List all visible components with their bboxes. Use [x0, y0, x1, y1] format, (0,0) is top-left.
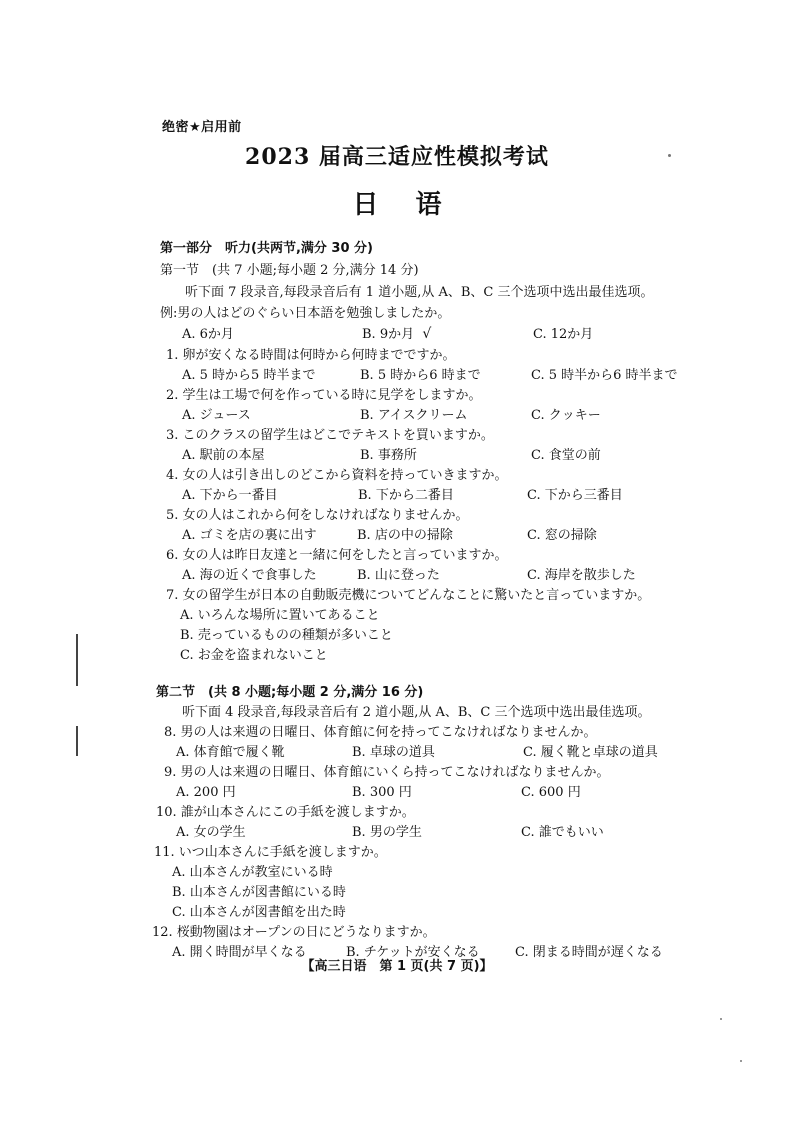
question-7-option-a: A. いろんな場所に置いてあること — [180, 608, 380, 623]
question-10-option-a: A. 女の学生 — [176, 825, 246, 840]
question-12-option-c: C. 閉まる時間が遅くなる — [515, 945, 663, 960]
question-12-option-b: B. チケットが安くなる — [346, 945, 480, 960]
question-9: 9. 男の人は来週の日曜日、体育館にいくら持ってこなければなりませんか。 — [164, 765, 610, 780]
question-5-option-a: A. ゴミを店の裏に出す — [182, 528, 317, 543]
section2-instruction: 听下面 4 段录音,每段录音后有 2 道小题,从 A、B、C 三个选项中选出最佳选项。 — [182, 705, 651, 720]
subject-title: 日 语 — [352, 190, 442, 220]
question-7-option-c: C. お金を盗まれないこと — [180, 648, 328, 663]
check-mark-icon: √ — [422, 326, 432, 342]
question-2: 2. 学生は工場で何を作っている時に見学をしますか。 — [166, 388, 482, 403]
question-11-option-c: C. 山本さんが図書館を出た時 — [172, 905, 346, 920]
section1-instruction: 听下面 7 段录音,每段录音后有 1 道小题,从 A、B、C 三个选项中选出最佳选项。 — [185, 285, 654, 300]
question-2-option-c: C. クッキー — [531, 408, 601, 423]
example-option-b: B. 9か月 √ — [362, 326, 432, 342]
confidential-label: 绝密★启用前 — [162, 120, 242, 135]
question-12-option-a: A. 開く時間が早くなる — [172, 945, 307, 960]
question-8: 8. 男の人は来週の日曜日、体育館に何を持ってこなければなりませんか。 — [164, 725, 597, 740]
question-9-option-c: C. 600 円 — [521, 785, 581, 800]
question-7-option-b: B. 売っているものの種類が多いこと — [180, 628, 393, 643]
question-8-option-a: A. 体育館で履く靴 — [176, 745, 285, 760]
question-5-option-c: C. 窓の掃除 — [527, 528, 597, 543]
question-2-option-a: A. ジュース — [182, 408, 251, 423]
question-10-option-b: B. 男の学生 — [352, 825, 422, 840]
question-6-option-b: B. 山に登った — [357, 568, 440, 583]
question-10-option-c: C. 誰でもいい — [521, 825, 604, 840]
exam-title: 2023 届高三适应性模拟考试 — [245, 144, 549, 170]
question-5: 5. 女の人はこれから何をしなければなりませんか。 — [166, 508, 469, 523]
question-12: 12. 桜動物園はオープンの日にどうなりますか。 — [152, 925, 436, 940]
question-9-option-b: B. 300 円 — [352, 785, 412, 800]
example-option-c: C. 12か月 — [533, 327, 594, 342]
question-4-option-b: B. 下から二番目 — [358, 488, 454, 503]
question-8-option-b: B. 卓球の道具 — [352, 745, 435, 760]
scan-margin-mark — [76, 726, 78, 756]
question-1-option-b: B. 5 時から6 時まで — [360, 368, 481, 383]
question-1-option-c: C. 5 時半から6 時半まで — [531, 368, 678, 383]
page-footer: 【高三日语 第 1 页(共 7 页)】 — [301, 959, 493, 974]
question-10: 10. 誰が山本さんにこの手紙を渡しますか。 — [156, 805, 415, 820]
question-8-option-c: C. 履く靴と卓球の道具 — [523, 745, 658, 760]
scan-speck — [668, 154, 671, 157]
question-6-option-a: A. 海の近くで食事した — [182, 568, 317, 583]
question-3-option-a: A. 駅前の本屋 — [182, 448, 265, 463]
example-question: 例:男の人はどのぐらい日本語を勉強しましたか。 — [160, 306, 451, 321]
question-3-option-b: B. 事務所 — [360, 448, 417, 463]
scan-speck — [740, 1060, 742, 1062]
question-11-option-a: A. 山本さんが教室にいる時 — [172, 865, 333, 880]
question-2-option-b: B. アイスクリーム — [360, 408, 468, 423]
question-3: 3. このクラスの留学生はどこでテキストを買いますか。 — [166, 428, 494, 443]
question-1: 1. 卵が安くなる時間は何時から何時までですか。 — [166, 348, 456, 363]
question-11: 11. いつ山本さんに手紙を渡しますか。 — [154, 845, 387, 860]
part1-heading: 第一部分 听力(共两节,满分 30 分) — [160, 241, 373, 256]
section1-heading: 第一节 (共 7 小题;每小题 2 分,满分 14 分) — [160, 263, 419, 278]
question-5-option-b: B. 店の中の掃除 — [357, 528, 453, 543]
question-4-option-a: A. 下から一番目 — [182, 488, 278, 503]
question-3-option-c: C. 食堂の前 — [531, 448, 601, 463]
scan-speck — [720, 1018, 722, 1020]
question-4: 4. 女の人は引き出しのどこから資料を持っていきますか。 — [166, 468, 508, 483]
question-6-option-c: C. 海岸を散歩した — [527, 568, 636, 583]
question-11-option-b: B. 山本さんが図書館にいる時 — [172, 885, 346, 900]
question-4-option-c: C. 下から三番目 — [527, 488, 623, 503]
scan-margin-mark — [76, 634, 78, 686]
section2-heading: 第二节 (共 8 小题;每小题 2 分,满分 16 分) — [156, 685, 424, 700]
question-9-option-a: A. 200 円 — [176, 785, 236, 800]
example-option-a: A. 6か月 — [182, 327, 234, 342]
question-1-option-a: A. 5 時から5 時半まで — [182, 368, 316, 383]
question-6: 6. 女の人は昨日友達と一緒に何をしたと言っていますか。 — [166, 548, 508, 563]
question-7: 7. 女の留学生が日本の自動販売機についてどんなことに驚いたと言っていますか。 — [166, 588, 651, 603]
